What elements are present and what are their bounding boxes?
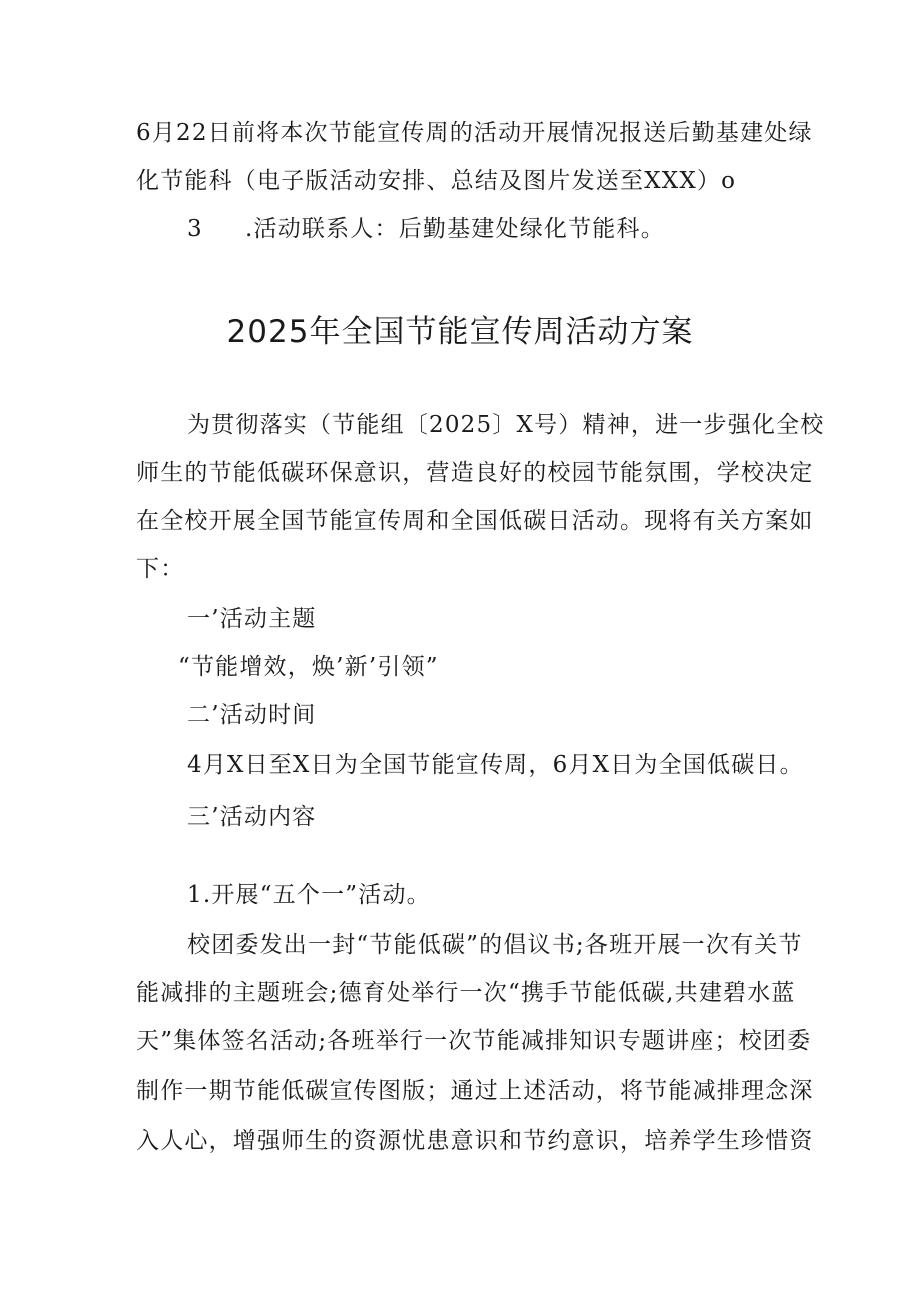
contact-item-number: 3 bbox=[187, 216, 203, 242]
item-body-line-4: 制作一期节能低碳宣传图版；通过上述活动，将节能减排理念深 bbox=[136, 1078, 814, 1104]
item-body-line-5: 入人心，增强师生的资源忧患意识和节约意识，培养学生珍惜资 bbox=[136, 1128, 814, 1154]
section-heading-content: 三’活动内容 bbox=[187, 804, 317, 830]
document-title: 2025年全国节能宣传周活动方案 bbox=[226, 314, 694, 350]
item-body-line-1: 校团委发出一封“节能低碳”的倡议书;各班开展一次有关节 bbox=[187, 932, 803, 958]
item-heading-five-activities: 1.开展“五个一”活动。 bbox=[187, 882, 431, 908]
activity-time-text: 4月X日至X日为全国节能宣传周，6月X日为全国低碳日。 bbox=[187, 752, 804, 778]
section-heading-theme: 一’活动主题 bbox=[187, 606, 317, 632]
item-body-line-3: 天”集体签名活动;各班举行一次节能减排知识专题讲座；校团委 bbox=[136, 1028, 812, 1054]
theme-slogan: “节能增效，焕’新’引领” bbox=[178, 654, 439, 680]
intro-line-4: 下： bbox=[136, 556, 185, 582]
item-body-line-2: 能减排的主题班会;德育处举行一次“携手节能低碳,共建碧水蓝 bbox=[136, 980, 796, 1006]
previous-section-line-1: 6月22日前将本次节能宣传周的活动开展情况报送后勤基建处绿 bbox=[136, 120, 813, 146]
intro-line-3: 在全校开展全国节能宣传周和全国低碳日活动。现将有关方案如 bbox=[136, 508, 814, 534]
previous-section-line-2: 化节能科（电子版活动安排、总结及图片发送至XXX）o bbox=[136, 168, 737, 194]
intro-line-1: 为贯彻落实（节能组〔2025〕X号）精神，进一步强化全校 bbox=[187, 412, 825, 438]
intro-line-2: 师生的节能低碳环保意识，营造良好的校园节能氛围，学校决定 bbox=[136, 460, 814, 486]
contact-item-text: .活动联系人：后勤基建处绿化节能科。 bbox=[245, 216, 665, 242]
section-heading-time: 二’活动时间 bbox=[187, 702, 317, 728]
